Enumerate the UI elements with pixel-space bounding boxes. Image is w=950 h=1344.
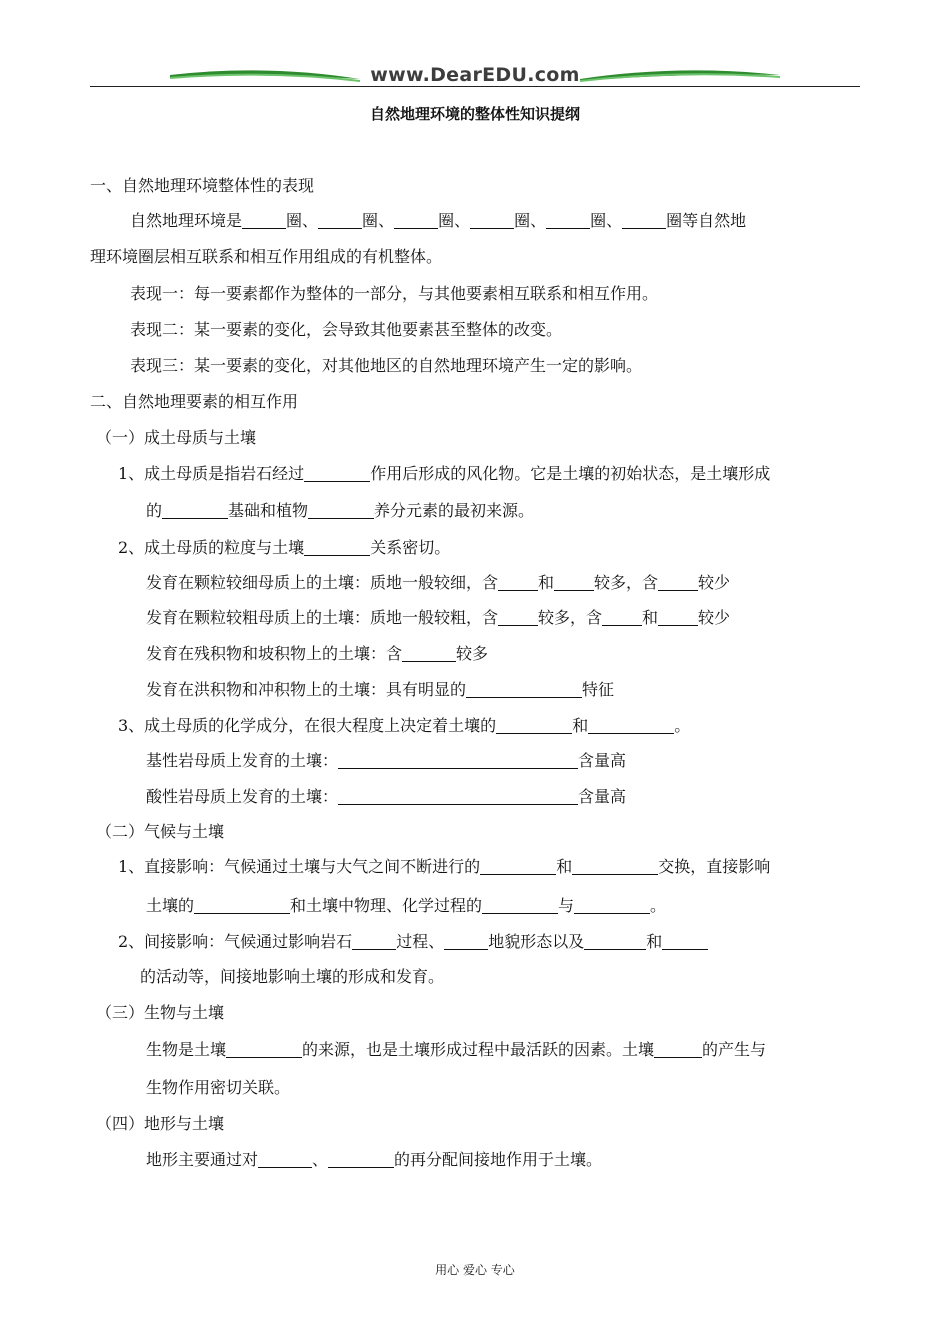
fill-blank[interactable] (602, 607, 642, 626)
fill-blank[interactable] (258, 1149, 312, 1168)
fill-blank[interactable] (574, 895, 650, 914)
coarse-material-line: 发育在颗粒较粗母质上的土壤：质地一般较粗，含 较多，含 和 较少 (146, 608, 731, 627)
item-1-line-a: 1、成土母质是指岩石经过 作用后形成的风化物。它是土壤的初始状态，是土壤形成 (118, 464, 771, 483)
item-3-line: 3、成土母质的化学成分，在很大程度上决定着土壤的 和 。 (118, 716, 691, 735)
fill-blank[interactable] (572, 856, 658, 875)
page-footer: 用心 爱心 专心 (435, 1263, 515, 1277)
subsection-heading-biology: （三）生物与土壤 (96, 1003, 225, 1022)
fill-blank[interactable] (338, 786, 578, 805)
section-heading-2: 二、自然地理要素的相互作用 (90, 392, 299, 411)
residual-deposit-line: 发育在残积物和坡积物上的土壤：含 较多 (146, 644, 489, 663)
header-rule (90, 86, 860, 87)
item-1-line-b: 的 基础和植物 养分元素的最初来源。 (146, 501, 535, 520)
fill-blank[interactable] (496, 715, 572, 734)
header-banner (90, 60, 860, 92)
fine-material-line: 发育在颗粒较细母质上的土壤：质地一般较细，含 和 较多，含 较少 (146, 573, 731, 592)
fill-blank[interactable] (554, 572, 594, 591)
basic-rock-line: 基性岩母质上发育的土壤： 含量高 (146, 751, 627, 770)
direct-influence-line-a: 1、直接影响：气候通过土壤与大气之间不断进行的 和 交换，直接影响 (118, 857, 771, 876)
direct-influence-line-b: 土壤的 和土壤中物理、化学过程的 与 。 (146, 896, 667, 915)
fill-blank[interactable] (308, 500, 374, 519)
expression-two: 表现二：某一要素的变化，会导致其他要素甚至整体的改变。 (130, 320, 563, 339)
fill-blank[interactable] (318, 210, 362, 229)
fill-blank[interactable] (394, 210, 438, 229)
fill-blank[interactable] (482, 895, 558, 914)
terrain-line: 地形主要通过对 、 的再分配间接地作用于土壤。 (146, 1150, 603, 1169)
section-heading-1: 一、自然地理环境整体性的表现 (90, 176, 315, 195)
fill-blank[interactable] (328, 1149, 394, 1168)
fill-blank[interactable] (470, 210, 514, 229)
indirect-influence-line-b: 的活动等，间接地影响土壤的形成和发育。 (140, 967, 445, 986)
expression-three: 表现三：某一要素的变化，对其他地区的自然地理环境产生一定的影响。 (130, 356, 643, 375)
fill-blank[interactable] (546, 210, 590, 229)
acid-rock-line: 酸性岩母质上发育的土壤： 含量高 (146, 787, 627, 806)
alluvial-deposit-line: 发育在洪积物和冲积物上的土壤：具有明显的 特征 (146, 680, 615, 699)
fill-blank[interactable] (338, 750, 578, 769)
fill-blank[interactable] (162, 500, 228, 519)
fill-blank[interactable] (352, 931, 396, 950)
item-2-line: 2、成土母质的粒度与土壤 关系密切。 (118, 538, 451, 557)
fill-blank[interactable] (662, 931, 708, 950)
subsection-heading-parent-material: （一）成土母质与土壤 (96, 428, 257, 447)
fill-blank[interactable] (304, 463, 370, 482)
fill-blank[interactable] (304, 537, 370, 556)
subsection-heading-terrain: （四）地形与土壤 (96, 1114, 225, 1133)
fill-blank[interactable] (498, 607, 538, 626)
indirect-influence-line-a: 2、间接影响：气候通过影响岩石 过程、 地貌形态以及 和 (118, 930, 708, 954)
fill-blank[interactable] (658, 572, 698, 591)
fill-blank[interactable] (444, 931, 488, 950)
site-logo-text: www.DearEDU.com (370, 64, 580, 86)
fill-blank[interactable] (622, 210, 666, 229)
fill-blank[interactable] (194, 895, 290, 914)
biology-line-b: 生物作用密切关联。 (146, 1078, 291, 1097)
paragraph-spheres: 自然地理环境是 圈、 圈、 圈、 圈、 圈、 圈等自然地 (130, 211, 747, 230)
expression-one: 表现一：每一要素都作为整体的一部分，与其他要素相互联系和相互作用。 (130, 284, 659, 303)
document-title: 自然地理环境的整体性知识提纲 (369, 105, 580, 123)
left-swoosh-decoration (170, 66, 360, 84)
fill-blank[interactable] (588, 715, 674, 734)
subsection-heading-climate: （二）气候与土壤 (96, 822, 225, 841)
fill-blank[interactable] (480, 856, 556, 875)
fill-blank[interactable] (226, 1039, 302, 1058)
biology-line-a: 生物是土壤 的来源，也是土壤形成过程中最活跃的因素。土壤 的产生与 (146, 1040, 767, 1059)
fill-blank[interactable] (584, 931, 646, 950)
fill-blank[interactable] (654, 1039, 702, 1058)
fill-blank[interactable] (466, 679, 582, 698)
paragraph-spheres-cont: 理环境圈层相互联系和相互作用组成的有机整体。 (90, 247, 443, 266)
fill-blank[interactable] (402, 643, 456, 662)
fill-blank[interactable] (242, 210, 286, 229)
right-swoosh-decoration (580, 66, 780, 84)
fill-blank[interactable] (658, 607, 698, 626)
fill-blank[interactable] (498, 572, 538, 591)
